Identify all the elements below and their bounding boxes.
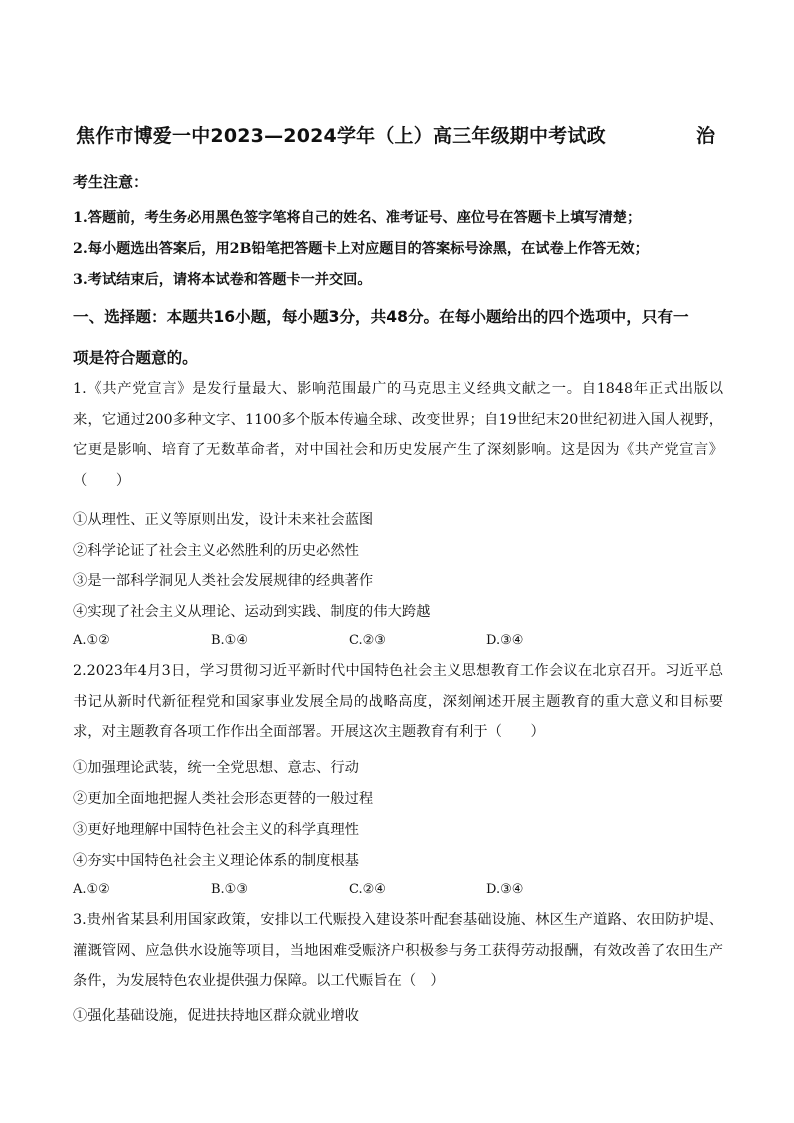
question-1-item: ①从理性、正义等原则出发，设计未来社会蓝图 [73, 512, 374, 528]
option-b: B.①④ [211, 633, 248, 648]
option-c: C.②③ [349, 633, 386, 648]
exam-title [76, 121, 736, 151]
question-1-item: ③是一部科学洞见人类社会发展规律的经典著作 [73, 573, 374, 589]
option-c: C.②④ [349, 882, 386, 897]
option-b: B.①③ [211, 882, 248, 897]
exam-title-main: 焦作市博爱一中2023—2024学年（上）高三年级期中考试政 [76, 125, 606, 147]
question-2-stem: 2.2023年4月3日，学习贯彻习近平新时代中国特色社会主义思想教育工作会议在北京召开。习近平总书记从新时代新征程党和国家事业发展全局的战略高度，深刻阐述开展主题教育的重大意义和目标要求，对主题教育各项工作作出全面部署。开展这次主题教育有利于（ ） [73, 663, 723, 741]
option-d: D.③④ [486, 633, 524, 648]
question-2-item: ①加强理论武装，统一全党思想、意志、行动 [73, 760, 359, 776]
question-1-item: ④实现了社会主义从理论、运动到实践、制度的伟大跨越 [73, 604, 431, 620]
notice-item: 2.每小题选出答案后，用2B铅笔把答题卡上对应题目的答案标号涂黑，在试卷上作答无效； [73, 241, 649, 257]
question-3-item: ①强化基础设施，促进扶持地区群众就业增收 [73, 1008, 359, 1024]
question-3-stem: 3.贵州省某县利用国家政策，安排以工代赈投入建设茶叶配套基础设施、林区生产道路、农田防护堤、灌溉管网、应急供水设施等项目，当地困难受赈济户积极参与务工获得劳动报酬，有效改善了农田生产条件，为发展特色农业提供强力保障。以工代赈旨在（ ） [73, 912, 723, 990]
option-d: D.③④ [486, 882, 524, 897]
question-2-item: ②更加全面地把握人类社会形态更替的一般过程 [73, 791, 374, 807]
question-2-item: ③更好地理解中国特色社会主义的科学真理性 [73, 822, 359, 838]
notice-item: 3.考试结束后，请将本试卷和答题卡一并交回。 [73, 272, 372, 288]
section-heading-line2: 项是符合题意的。 [73, 349, 198, 367]
question-1-item: ②科学论证了社会主义必然胜利的历史必然性 [73, 543, 359, 559]
option-a: A.①② [73, 633, 110, 648]
exam-title-end: 治 [696, 125, 716, 147]
notice-heading: 考生注意： [73, 173, 149, 191]
question-1-stem: 1.《共产党宣言》是发行量最大、影响范围最广的马克思主义经典文献之一。自1848年正式出版以来，它通过200多种文字、1100多个版本传遍全球、改变世界；自19世纪末20世纪初进入国人视野，它更是影响、培育了无数革命者，对中国社会和历史发展产生了深刻影响。这是因为《共产党宣言》（ ） [73, 381, 723, 490]
option-a: A.①② [73, 882, 110, 897]
section-heading-line1: 一、选择题：本题共16小题，每小题3分，共48分。在每小题给出的四个选项中，只有一 [73, 308, 689, 326]
notice-item: 1.答题前，考生务必用黑色签字笔将自己的姓名、准考证号、座位号在答题卡上填写清楚； [73, 210, 642, 226]
question-2-item: ④夯实中国特色社会主义理论体系的制度根基 [73, 853, 359, 869]
